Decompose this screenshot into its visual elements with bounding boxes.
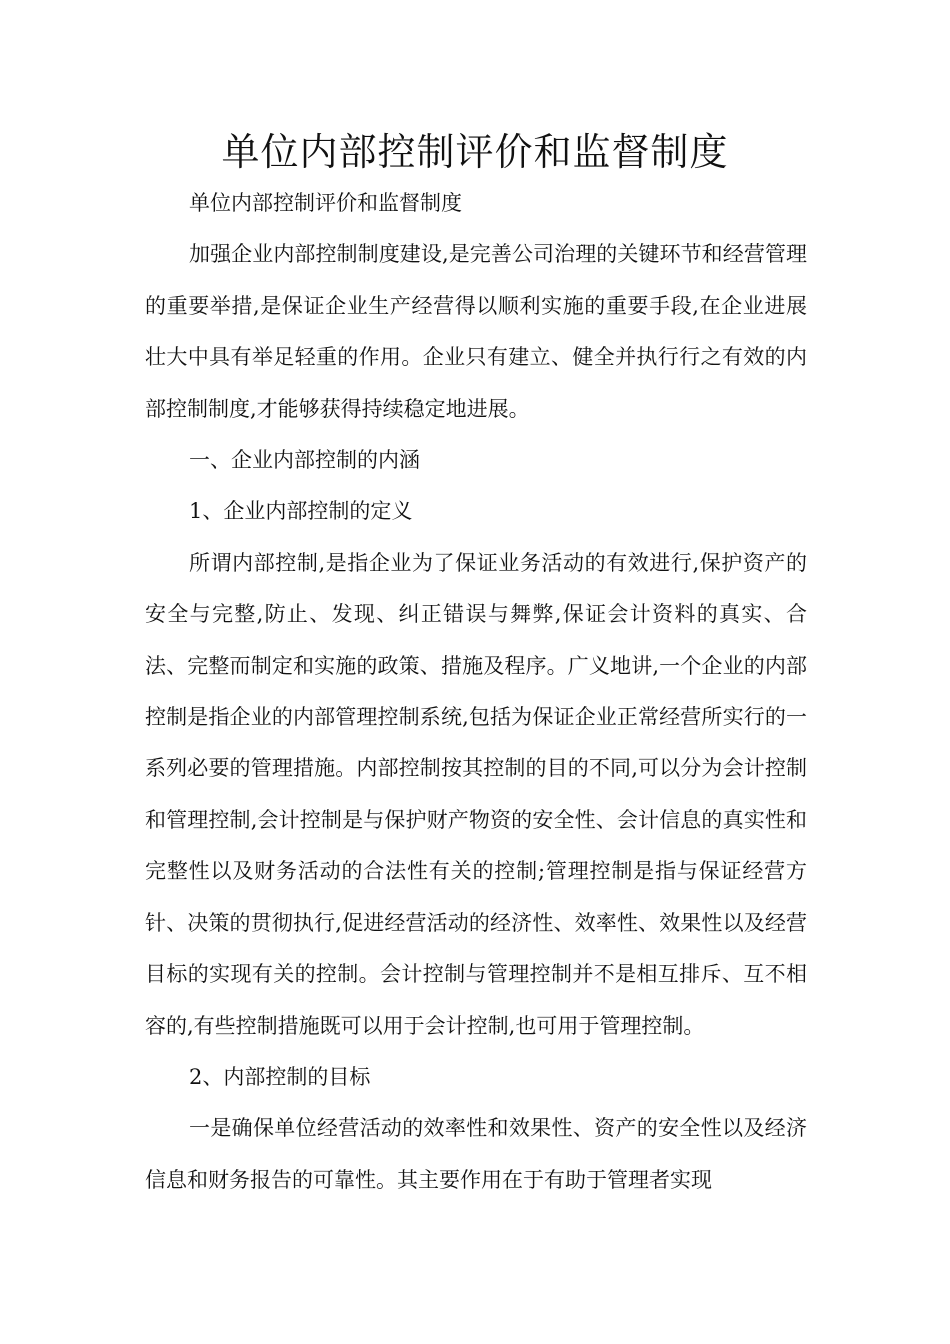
section-heading: 一、企业内部控制的内涵 xyxy=(189,448,420,473)
definition-paragraph: 所谓内部控制,是指企业为了保证业务活动的有效进行,保护资产的安全与完整,防止、发现、纠正错误与舞弊,保证会计资料的真实、合法、完整而制定和实施的政策、措施及程序。广义地讲,一个企业的内部控制是指企业的内部管理控制系统,包括为保证企业正常经营所实行的一系列必要的管理措施。内部控制按其控制的目的不同,可以分为会计控制和管理控制,会计控制是与保护财产物资的安全性、会计信息的真实性和完整性以及财务活动的合法性有关的控制;管理控制是指与保证经营方针、决策的贯彻执行,促进经营活动的经济性、效率性、效果性以及经营目标的实现有关的控制。会计控制与管理控制并不是相互排斥、互不相容的,有些控制措施既可以用于会计控制,也可用于管理控制。 xyxy=(145,550,807,1038)
subsection-heading: 1、企业内部控制的定义 xyxy=(189,499,413,524)
objective-paragraph: 一是确保单位经营活动的效率性和效果性、资产的安全性以及经济信息和财务报告的可靠性。其主要作用在于有助于管理者实现 xyxy=(145,1116,807,1192)
subtitle-paragraph: 单位内部控制评价和监督制度 xyxy=(189,191,462,215)
document-body xyxy=(145,178,807,1206)
subsection-heading: 2、内部控制的目标 xyxy=(189,1064,371,1089)
document-title: 单位内部控制评价和监督制度 xyxy=(221,130,729,174)
intro-paragraph: 加强企业内部控制制度建设,是完善公司治理的关键环节和经营管理的重要举措,是保证企业生产经营得以顺利实施的重要手段,在企业进展壮大中具有举足轻重的作用。企业只有建立、健全并执行行之有效的内部控制制度,才能够获得持续稳定地进展。 xyxy=(145,242,807,421)
